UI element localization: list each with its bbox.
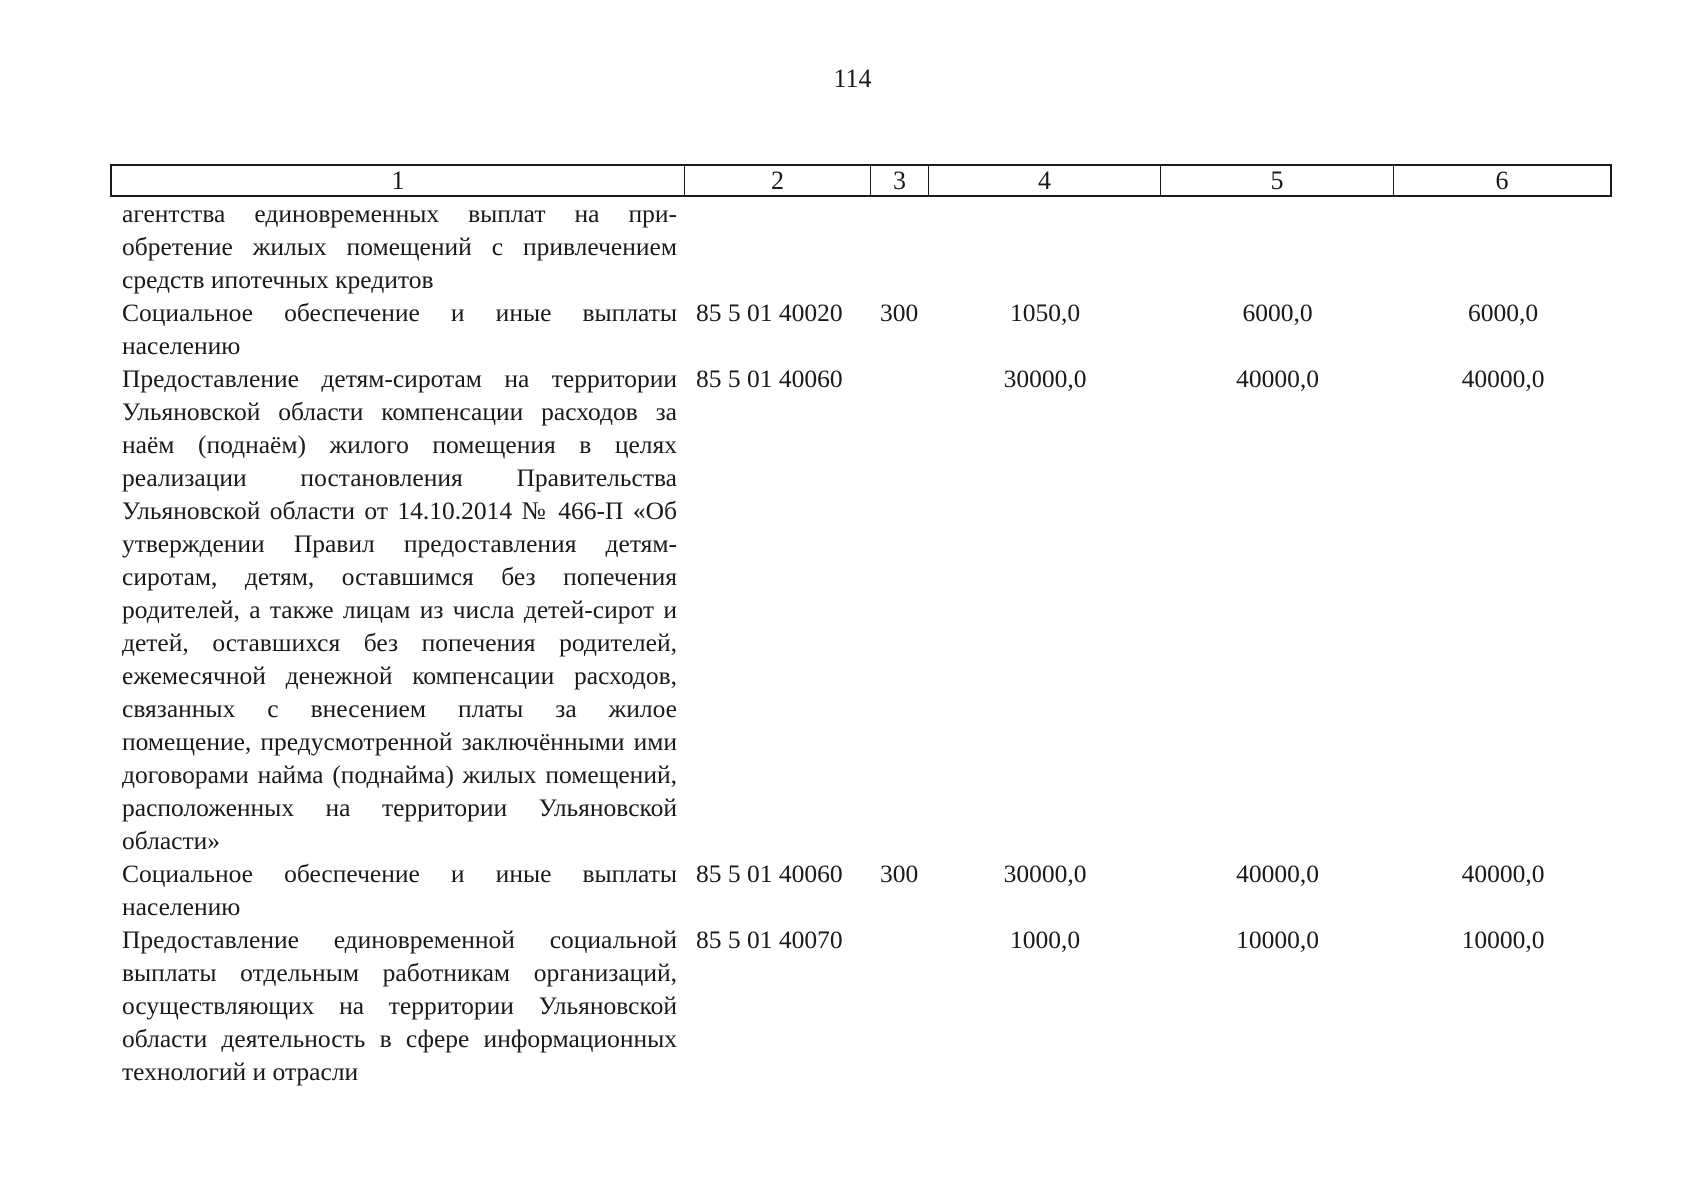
row-value-col4: 30000,0 [1003,364,1087,393]
row-value-col4: 1050,0 [1009,298,1081,327]
row-value-col5: 40000,0 [1236,364,1319,393]
row-value-col5 [1161,197,1394,296]
row-code: 85 5 01 40020 [696,298,843,327]
row-name: Социальное обеспечение и иные выплаты населению [122,859,677,921]
column-header-3: 3 [871,164,929,197]
row-expense-type [871,923,929,1088]
row-name: Социальное обеспечение и иные выплаты населению [122,298,677,360]
row-code: 85 5 01 40060 [696,859,843,888]
page-number: 114 [833,64,872,93]
budget-table [110,164,1612,1088]
row-expense-type [871,197,929,296]
row-code: 85 5 01 40060 [696,364,843,393]
column-header-5: 5 [1161,164,1394,197]
row-value-col6: 40000,0 [1461,364,1545,393]
row-value-col5: 6000,0 [1242,298,1313,327]
column-header-4: 4 [929,164,1161,197]
row-value-col4 [929,197,1161,296]
row-name: Предоставление детям-сиротам на территории Ульяновской области компенсации расходов за наём (поднаём) жилого помещения в целях реализации постановления Правительства Ульяновской области от 14.10.2014 № 466-П «Об утверждении Правил предоставления детям-сиротам, детям, оставшимся без попечения родителей, а также лицам из числа детей-сирот и детей, оставшихся без попечения родителей, ежемесячной денежной компенсации расходов, связанных с внесением платы за жилое помещение, предусмотренной заключёнными ими договорами найма (поднайма) жилых помещений, расположенных на территории Ульяновской области» [122,364,677,855]
row-value-col4: 30000,0 [1003,859,1087,888]
row-code: 85 5 01 40070 [696,925,843,954]
row-expense-type [871,362,929,857]
row-value-col6: 6000,0 [1467,298,1539,327]
column-header-2: 2 [685,164,871,197]
row-name: Предоставление единовременной социальной выплаты отдельным работникам организаций, осуществляющих на территории Ульяновской области деятельность в сфере информационных технологий и отрасли [122,925,677,1086]
row-value-col6: 10000,0 [1461,925,1545,954]
row-value-col6: 40000,0 [1461,859,1545,888]
row-value-col4: 1000,0 [1009,925,1081,954]
row-value-col5: 10000,0 [1236,925,1319,954]
column-header-1: 1 [110,164,685,197]
row-name: агентства единовременных выплат на приобретение жилых помещений с привлечением средств ипотечных кредитов [122,199,677,294]
row-value-col5: 40000,0 [1236,859,1319,888]
row-expense-type: 300 [880,859,919,888]
row-expense-type: 300 [880,298,919,327]
row-value-col6 [1394,197,1612,296]
column-header-6: 6 [1394,164,1612,197]
row-code [685,197,871,296]
